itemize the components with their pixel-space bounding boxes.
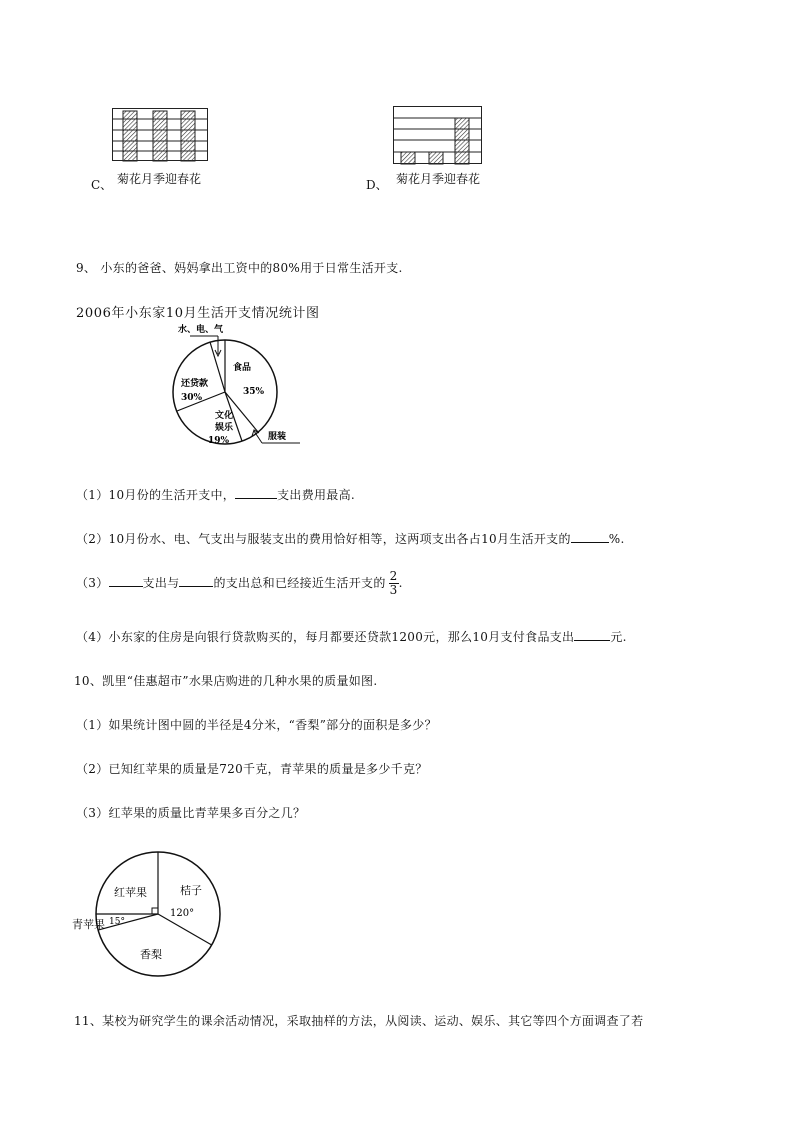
q9-label-food: 食品 bbox=[233, 363, 252, 373]
q10-sub1: （1）如果统计图中圆的半径是4分米，“香梨”部分的面积是多少？ bbox=[76, 718, 437, 732]
q9-sub4: （4）小东家的住房是向银行贷款购买的，每月都要还贷款1200元，那么10月支付食品支出 元. bbox=[76, 630, 627, 644]
option-c-bar-1 bbox=[123, 111, 137, 161]
option-d-label: D、 bbox=[366, 178, 388, 192]
q10-radius-3 bbox=[98, 914, 158, 930]
option-c-bar-chart bbox=[112, 108, 212, 164]
q10-right-angle-marker bbox=[152, 908, 158, 914]
q9-sub3-fraction: $\frac{2}{3}$ bbox=[389, 569, 398, 597]
q11-stem: 11、某校为研究学生的课余活动情况，采取抽样的方法，从阅读、运动、娱乐、其它等四个方面调查了若 bbox=[74, 1014, 644, 1028]
q10-sub3: （3）红苹果的质量比青苹果多百分之几？ bbox=[76, 806, 306, 820]
q9-pct-culture: 19% bbox=[208, 436, 230, 446]
q10-sub2: （2）已知红苹果的质量是720千克，青苹果的质量是多少千克？ bbox=[76, 762, 428, 776]
q9-sub3: （3） 支出与 的支出总和已经接近生活开支的 $\frac{2}{3}$ . bbox=[76, 569, 403, 597]
q9-pct-food: 35% bbox=[243, 387, 265, 397]
option-c-label: C、 bbox=[91, 178, 113, 192]
q10-label-green-apple: 青苹果 bbox=[72, 918, 105, 931]
option-d-bar-2 bbox=[429, 152, 443, 164]
q9-sub4-blank[interactable] bbox=[574, 628, 610, 641]
q9-label-clothing: 服装 bbox=[268, 432, 287, 442]
q9-pie-chart bbox=[170, 318, 310, 458]
q9-sub1-blank[interactable] bbox=[235, 486, 277, 499]
q9-sub3-blank-1[interactable] bbox=[109, 574, 143, 587]
option-d-bar-3 bbox=[455, 118, 469, 164]
q9-sub3-blank-2[interactable] bbox=[179, 574, 213, 587]
q10-label-pear: 香梨 bbox=[140, 948, 162, 961]
q9-stem: 9、 小东的爸爸、妈妈拿出工资中的80%用于日常生活开支. bbox=[76, 261, 403, 275]
q9-label-utilities: 水、电、气 bbox=[178, 325, 224, 335]
option-d-bar-chart bbox=[393, 106, 485, 166]
q9-label-culture-2: 娱乐 bbox=[215, 423, 234, 433]
q9-sub2: （2）10月份水、电、气支出与服装支出的费用恰好相等，这两项支出各占10月生活开支的 %. bbox=[76, 532, 625, 546]
option-c-bar-2 bbox=[153, 111, 167, 161]
q10-label-red-apple: 红苹果 bbox=[114, 886, 147, 899]
q10-angle-orange: 120° bbox=[170, 908, 195, 919]
option-c-bar-3 bbox=[181, 111, 195, 161]
q9-label-loan: 还贷款 bbox=[181, 379, 209, 389]
q10-stem: 10、凯里“佳惠超市”水果店购进的几种水果的质量如图. bbox=[74, 674, 378, 688]
q10-angle-green-apple: 15° bbox=[109, 917, 125, 927]
option-d-bar-1 bbox=[401, 152, 415, 164]
q9-chart-title: 2006年小东家10月生活开支情况统计图 bbox=[76, 306, 320, 321]
q10-label-orange: 桔子 bbox=[180, 884, 202, 897]
q9-label-culture-1: 文化 bbox=[215, 411, 234, 421]
q9-pct-loan: 30% bbox=[181, 393, 203, 403]
option-d-caption: 菊花月季迎春花 bbox=[396, 172, 481, 186]
q9-sub1: （1）10月份的生活开支中， 支出费用最高. bbox=[76, 488, 356, 502]
q9-sub2-blank[interactable] bbox=[571, 530, 609, 543]
q10-pie-chart bbox=[70, 848, 230, 984]
option-c-caption: 菊花月季迎春花 bbox=[117, 172, 202, 186]
